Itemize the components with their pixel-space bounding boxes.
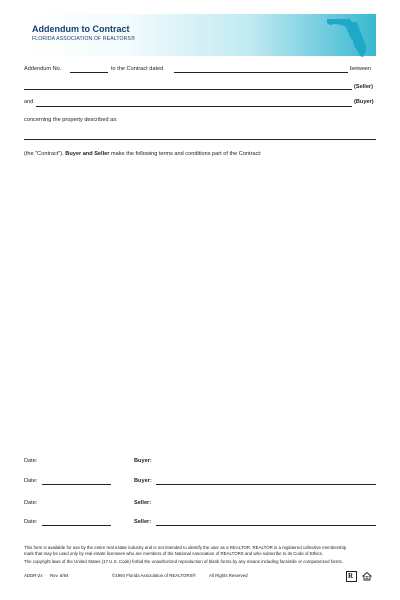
- buyer-label: (Buyer): [354, 99, 374, 105]
- date-label: Date:: [24, 519, 38, 525]
- contract-date-field[interactable]: [174, 72, 348, 73]
- seller-signature-field[interactable]: [156, 525, 376, 526]
- realtor-logo-icon: R: [346, 571, 357, 582]
- form-id: ADDR-2x: [24, 573, 43, 578]
- addendum-no-label: Addendum No.: [24, 66, 62, 72]
- rights-reserved: All Rights Reserved: [209, 573, 248, 578]
- date-field[interactable]: [42, 484, 111, 485]
- property-label: concerning the property described as:: [24, 117, 118, 123]
- contract-clause: (the "Contract"). Buyer and Seller make the following terms and conditions part of the Contract:: [24, 151, 262, 157]
- seller-signature-label: Seller:: [134, 500, 152, 506]
- realtor-notice-line: mark that may be used only by real estate licensees who are members of the National Association of REALTORS and who subscribe to its Code of Ethics.: [24, 551, 324, 556]
- date-field[interactable]: [42, 525, 111, 526]
- florida-map-icon: [326, 15, 368, 59]
- buyer-signature-field[interactable]: [156, 484, 376, 485]
- contract-dated-label: to the Contract dated: [111, 66, 164, 72]
- buyer-signature-label: Buyer:: [134, 478, 152, 484]
- date-label: Date:: [24, 478, 38, 484]
- copyright-notice: The copyright laws of the United States (17 U.S. Code) forbid the unauthorized reproduction of blank forms by any means including facsimile or computerized forms.: [24, 559, 343, 564]
- form-publisher: FLORIDA ASSOCIATION OF REALTORS®: [32, 36, 136, 42]
- terms-and-conditions-area[interactable]: [24, 162, 376, 442]
- form-header-banner: [24, 14, 376, 56]
- seller-signature-label: Seller:: [134, 519, 152, 525]
- date-label: Date:: [24, 500, 38, 506]
- seller-name-field[interactable]: [24, 89, 352, 90]
- form-title: Addendum to Contract: [32, 24, 130, 34]
- copyright-holder: ©1994 Florida Association of REALTORS®: [112, 573, 196, 578]
- form-revision: Rev. 6/94: [50, 573, 69, 578]
- property-description-field[interactable]: [24, 139, 376, 140]
- seller-label: (Seller): [354, 84, 373, 90]
- buyer-signature-label: Buyer:: [134, 458, 152, 464]
- date-label: Date:: [24, 458, 38, 464]
- realtor-notice-line: This form is available for use by the entire real estate industry and is not intended to identify the user as a REALTOR. REALTOR is a registered collective membership: [24, 545, 347, 550]
- addendum-no-field[interactable]: [70, 72, 108, 73]
- and-label: and: [24, 99, 34, 105]
- between-label: between: [350, 66, 372, 72]
- buyer-name-field[interactable]: [36, 106, 352, 107]
- equal-housing-icon: [362, 571, 372, 581]
